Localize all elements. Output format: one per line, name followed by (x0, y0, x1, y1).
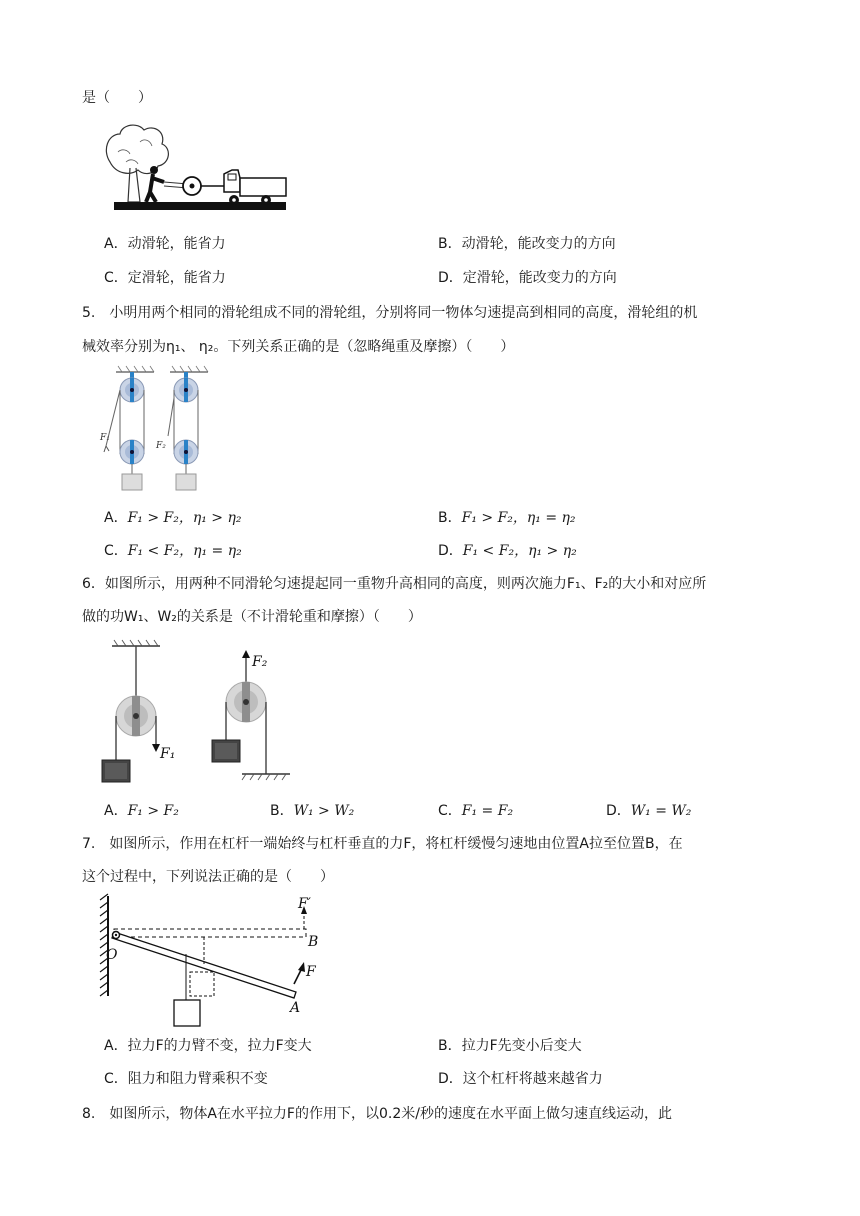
q6-option-c[interactable] (438, 801, 513, 821)
q6-option-d-math: W₁ = W₂ (630, 803, 692, 819)
q6-stem-line2: 做的功W₁、W₂的关系是（不计滑轮重和摩擦）（ ） (82, 609, 422, 625)
q5-option-a[interactable] (104, 508, 242, 528)
q6-option-b[interactable] (270, 801, 354, 821)
q6-f2-label: F₂ (252, 654, 268, 670)
q7-a-label: A (290, 1000, 301, 1016)
q4-option-c[interactable]: C．定滑轮，能省力 (104, 270, 226, 286)
q5-stem-line1: 5. 小明用两个相同的滑轮组成不同的滑轮组，分别将同一物体匀速提高到相同的高度，滑轮组的机 (82, 305, 698, 321)
q6-figure (96, 640, 296, 786)
q7-option-a[interactable]: A．拉力F的力臂不变，拉力F变大 (104, 1038, 312, 1054)
q7-option-c[interactable]: C．阻力和阻力臂乘积不变 (104, 1071, 268, 1087)
q5-option-c[interactable] (104, 541, 242, 561)
q7-option-b[interactable]: B．拉力F先变小后变大 (438, 1038, 582, 1054)
q8-stem-line1: 8. 如图所示，物体A在水平拉力F的作用下，以0.2米/秒的速度在水平面上做匀速直线运动，此 (82, 1106, 672, 1122)
q5-option-a-math: F₁ > F₂，η₁ > η₂ (127, 510, 242, 526)
q6-option-c-math: F₁ = F₂ (461, 803, 514, 819)
q4-stem-tail: 是（ ） (82, 90, 152, 106)
q5-f2-label: F₂ (156, 441, 166, 451)
q5-option-d[interactable] (438, 541, 577, 561)
q4-figure (100, 122, 290, 214)
q5-option-c-math: F₁ < F₂，η₁ = η₂ (127, 543, 242, 559)
q5-option-b-math: F₁ > F₂，η₁ = η₂ (461, 510, 576, 526)
q7-stem-line2: 这个过程中，下列说法正确的是（ ） (82, 869, 334, 885)
q4-option-b[interactable]: B．动滑轮，能改变力的方向 (438, 236, 616, 252)
q6-option-c-label: C． (438, 803, 462, 819)
q7-b-label: B (308, 934, 319, 950)
q5-figure (96, 366, 216, 494)
q7-o-label: O (106, 947, 118, 963)
q4-option-d[interactable]: D．定滑轮，能改变力的方向 (438, 270, 617, 286)
q5-option-b[interactable] (438, 508, 576, 528)
q5-option-d-label: D． (438, 543, 463, 559)
q7-f-label: F (306, 964, 316, 980)
q5-option-a-label: A． (104, 510, 128, 526)
q7-fprime-label: F′ (298, 896, 311, 912)
q6-stem-line1: 6．如图所示，用两种不同滑轮匀速提起同一重物升高相同的高度，则两次施力F₁、F₂的大小和对应所 (82, 576, 707, 592)
q6-option-b-label: B． (270, 803, 294, 819)
q5-stem-line2: 械效率分别为η₁、 η₂。下列关系正确的是（忽略绳重及摩擦）（ ） (82, 339, 515, 355)
q6-option-a-math: F₁ > F₂ (127, 803, 179, 819)
q6-option-a[interactable] (104, 801, 179, 821)
q6-option-b-math: W₁ > W₂ (293, 803, 355, 819)
q6-f1-label: F₁ (160, 746, 176, 762)
q6-option-d-label: D． (606, 803, 631, 819)
q5-option-b-label: B． (438, 510, 462, 526)
q4-option-a[interactable]: A．动滑轮，能省力 (104, 236, 226, 252)
q7-option-d[interactable]: D．这个杠杆将越来越省力 (438, 1071, 603, 1087)
q5-option-c-label: C． (104, 543, 128, 559)
q5-option-d-math: F₁ < F₂，η₁ > η₂ (462, 543, 577, 559)
q6-option-d[interactable] (606, 801, 691, 821)
q6-option-a-label: A． (104, 803, 128, 819)
q7-figure (96, 892, 336, 1032)
q7-stem-line1: 7. 如图所示，作用在杠杆一端始终与杠杆垂直的力F，将杠杆缓慢匀速地由位置A拉至位置B，在 (82, 836, 683, 852)
q5-f1-label: F₁ (100, 433, 110, 443)
